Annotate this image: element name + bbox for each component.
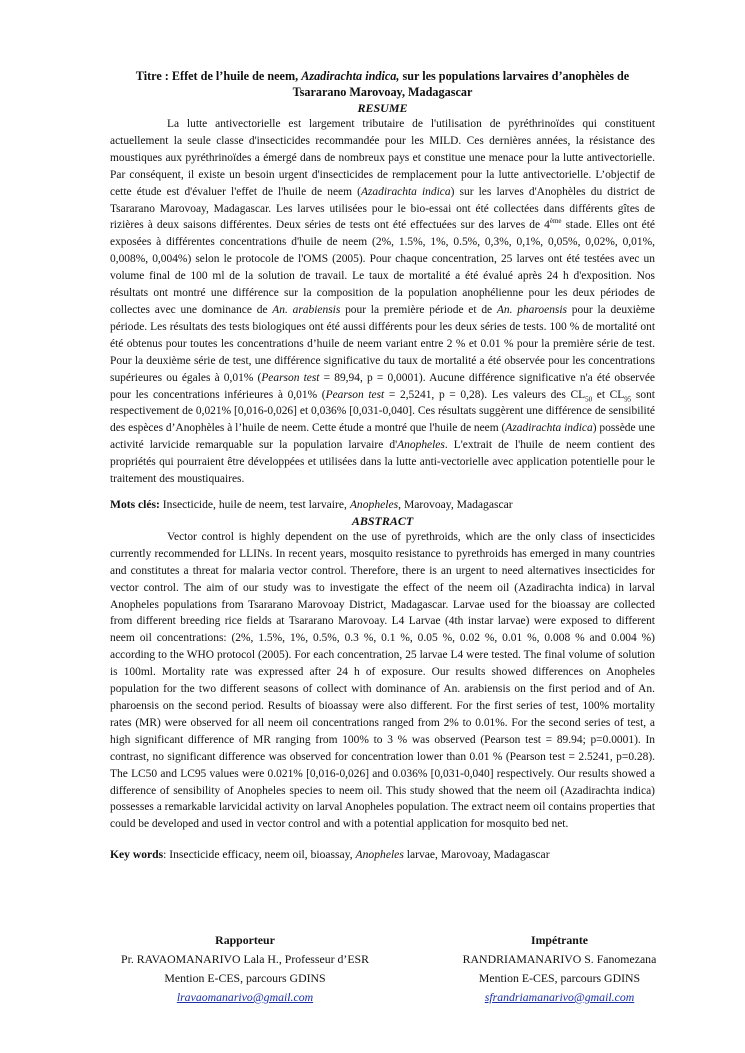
document-title [110, 68, 655, 100]
title-line-2: Tsararano Marovoay, Madagascar [292, 85, 473, 99]
resume-paragraph: La lutte antivectorielle est largement tributaire de l'utilisation de pyréthrinoïdes qui constituent actuellement la seule classe d'insecticides recommandée pour les MILD. Ces dernières années, la résistance des moustiques aux pyréthrinoïdes a émergé dans de nombreux pays et constitue une menace pour la lutte antivectorielle. Par conséquent, il existe un besoin urgent d'insecticides de remplacement pour la lutte antivectorielle. L’objectif de cette étude est d'évaluer l'effet de l'huile de neem (Azadirachta indica) sur les larves d'Anophèles du district de Tsararano Marovoay, Madagascar. Les larves utilisées pour le bio-essai ont été collectées dans différents gîtes de rizières à deux saisons différentes. Deux séries de tests ont été effectuées sur des larves de 4ème stade. Elles ont été exposées à différentes concentrations d'huile de neem (2%, 1.5%, 1%, 0.5%, 0,3%, 0,1%, 0,05%, 0,02%, 0,01%, 0,008%, 0,004%) selon le protocole de l'OMS (2005). Pour chaque concentration, 25 larves ont été testées avec un volume final de 100 ml de la solution de travail. Le taux de mortalité a été évalué après 24 h d'exposition. Nos résultats ont montré une différence sur la composition de la population anophélienne pour les deux périodes de collectes avec une dominance de An. arabiensis pour la première période et de An. pharoensis pour la deuxième période. Les résultats des tests biologiques ont été aussi différents pour les deux séries de tests. 100 % de mortalité ont été obtenus pour toutes les concentrations d’huile de neem variant entre 2 % et 0.01 % pour la première série de test. Pour la deuxième série de test, une différence significative du taux de mortalité a été observée pour les concentrations supérieures ou égales à 0,01% (Pearson test = 89,94, p = 0,0001). Aucune différence significative n'a été observée pour les concentrations inférieures à 0,01% (Pearson test = 2,5241, p = 0,28). Les valeurs des $CL_{50}$ et $CL_{95}$ sont respectivement de 0,021% [0,016-0,026] et 0,036% [0,031-0,040]. Ces résultats suggèrent une différence de sensibilité des espèces d’Anophèles à l’huile de neem. Cette étude a montré que l'huile de neem (Azadirachta indica) possède une activité larvicide remarquable sur la population larvaire d'Anopheles. L'extrait de l'huile de neem contient des propriétés qui pourraient être développées et utilisées dans la lutte anti-vectorielle avec application potentielle pour le traitement des moustiquaires. [110, 118, 655, 486]
resume-heading: RESUME [357, 101, 408, 115]
document-body [110, 68, 655, 863]
impetrante-role: Impétrante [530, 933, 588, 947]
rapporteur-role: Rapporteur [215, 933, 275, 947]
rapporteur-email-link[interactable]: lravaomanarivo@gmail.com [176, 990, 314, 1004]
impetrante-mention: Mention E-CES, parcours GDINS [478, 971, 641, 985]
title-line-1: Titre : Effet de l’huile de neem, Azadirachta indica, sur les populations larvaires d’anophèles de [135, 69, 630, 83]
impetrante-block [452, 931, 667, 1007]
rapporteur-mention: Mention E-CES, parcours GDINS [164, 971, 326, 985]
abstract-paragraph: Vector control is highly dependent on the use of pyrethroids, which are the only class of insecticides currently recommended for LLINs. In recent years, mosquito resistance to pyrethroids has emerged in many countries and constitutes a threat for malaria vector control. Therefore, there is an urgent to need alternatives insecticides for vector control. The aim of our study was to investigate the effect of the neem oil (Azadirachta indica) in larval Anopheles populations from Tsararano Marovoay District, Madagascar. Larvae used for the bioassay are collected from different breeding rice fields at Tsararano Marovoay. L4 Larvae (4th instar larvae) were exposed to different neem oil concentrations: (2%, 1.5%, 1%, 0.5%, 0.3 %, 0.1 %, 0.05 %, 0.02 %, 0.01 %, 0.008 % and 0.004 %) according to the WHO protocol (2005). For each concentration, 25 larvae L4 were tested. The final volume of solution is 100ml. Mortality rate was expressed after 24 h of exposure. Our results showed differences on Anopheles population for the two different seasons of collect with dominance of An. arabiensis on the first period and of An. pharoensis on the second period. Results of bioassay were also different. For the first series of test, 100% mortality rates (MR) were observed for all neem oil concentrations ranged from 2% to 0.01%. For the second series of test, a high significant difference of MR ranging from 100% to 3 % was observed (Pearson test = 89.94; p=0.0001). In contrast, no significant difference was observed for concentration lower than 0.01 % (Pearson test = 2.5241, p=0.28). The LC50 and LC95 values were 0.021% [0,016-0,026] and 0.036% [0,031-0,040] respectively. Our results showed a difference of sensibility of Anopheles species to neem oil. This study showed that the neem oil (Azadirachta indica) possesses a remarkable larvicidal activity on larval Anopheles population. The extract neem oil contains properties that could be developed and used in vector control and with a potential application for mosquito bed net. [110, 530, 655, 831]
rapporteur-block [110, 931, 380, 1007]
rapporteur-name: Pr. RAVAOMANARIVO Lala H., Professeur d’ESR [121, 952, 369, 966]
impetrante-email-link[interactable]: sfrandriamanarivo@gmail.com [484, 990, 635, 1004]
impetrante-name: RANDRIAMANARIVO S. Fanomezana [462, 952, 657, 966]
mots-cles: Mots clés: Insecticide, huile de neem, test larvaire, Anopheles, Marovoay, Madagascar [110, 497, 513, 511]
key-words: Key words: Insecticide efficacy, neem oil, bioassay, Anopheles larvae, Marovoay, Madagascar [110, 848, 550, 862]
abstract-heading: ABSTRACT [351, 513, 414, 528]
